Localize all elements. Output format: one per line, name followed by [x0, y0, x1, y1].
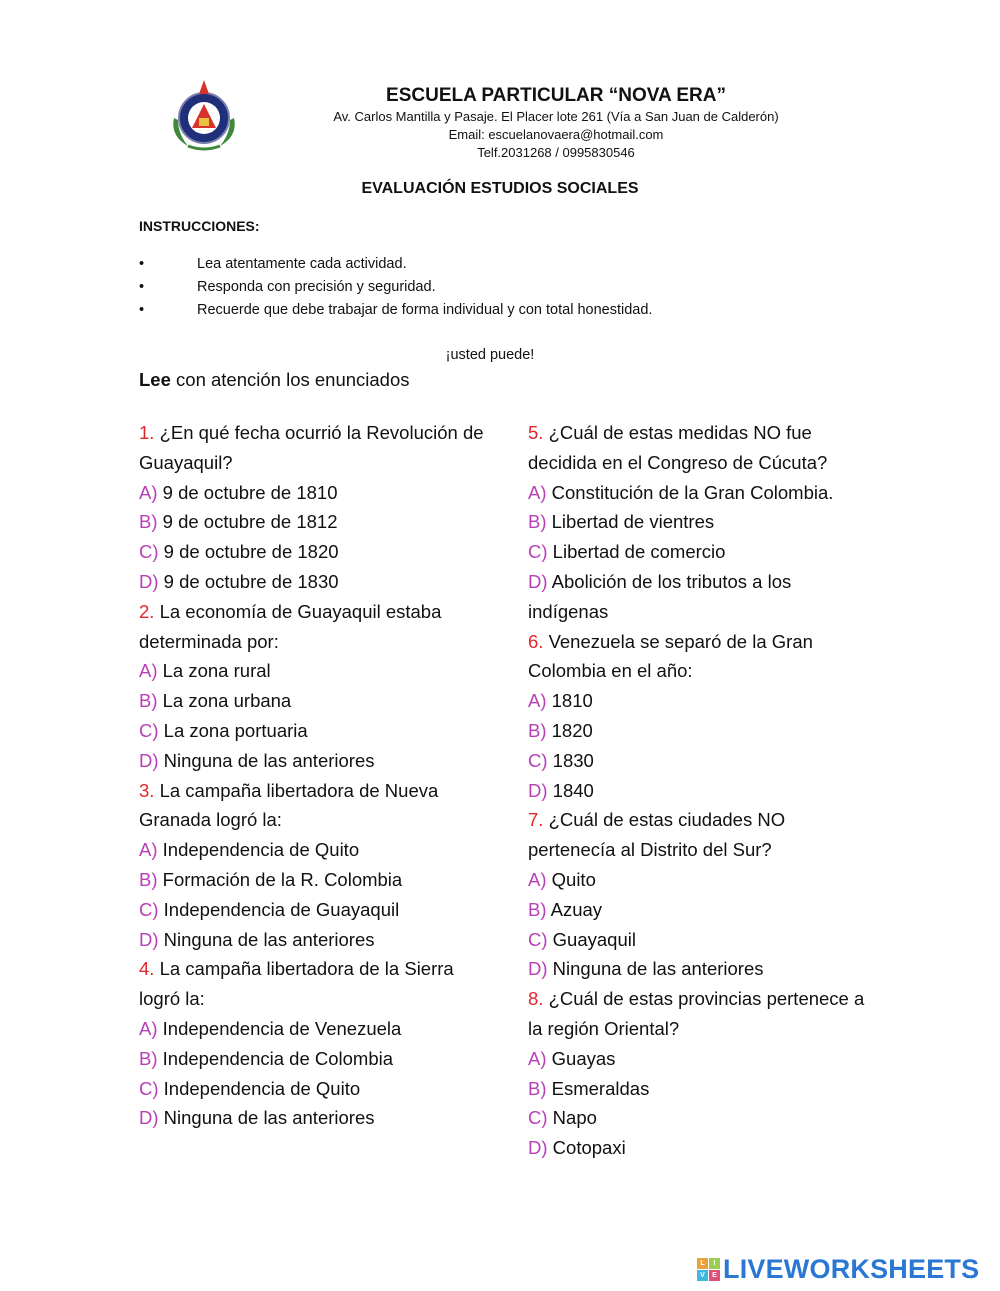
answer-option[interactable]: A) La zona rural — [139, 660, 271, 682]
school-name: ESCUELA PARTICULAR “NOVA ERA” — [386, 85, 726, 106]
answer-option[interactable]: D) Ninguna de las anteriores — [139, 749, 375, 771]
question-number: 2. — [139, 600, 155, 622]
questions-left-column — [139, 418, 489, 1133]
question-block — [528, 984, 873, 1163]
answer-option[interactable]: D) Cotopaxi — [528, 1137, 626, 1159]
question-block — [139, 954, 489, 1133]
answer-option[interactable]: A) 1810 — [528, 690, 593, 712]
bullet-icon: • — [139, 302, 145, 318]
question-text: 1. ¿En qué fecha ocurrió la Revolución de — [139, 422, 484, 443]
instructions-list — [139, 253, 652, 322]
answer-option[interactable]: B) Azuay — [528, 898, 603, 920]
answer-option[interactable]: B) 1820 — [528, 719, 593, 741]
question-number: 1. — [139, 422, 155, 443]
answer-option[interactable]: B) Formación de la R. Colombia — [139, 868, 403, 890]
encouragement-text: ¡usted puede! — [445, 347, 535, 363]
answer-option[interactable]: C) Independencia de Guayaquil — [139, 898, 400, 920]
instruction-item: • Recuerde que debe trabajar de forma individual y con total honestidad. — [139, 299, 652, 322]
answer-option[interactable]: D) Ninguna de las anteriores — [528, 958, 764, 980]
liveworksheets-logo — [697, 1252, 979, 1286]
school-email: Email: escuelanovaera@hotmail.com — [448, 127, 664, 142]
answer-option[interactable]: A) Quito — [528, 868, 596, 890]
answer-option[interactable]: C) La zona portuaria — [139, 719, 308, 741]
question-text: 2. La economía de Guayaquil estaba determinada por: — [139, 600, 442, 652]
question-block — [139, 418, 489, 597]
answer-option[interactable]: A) 9 de octubre de 1810 — [139, 481, 338, 503]
answer-option[interactable]: A) Independencia de Venezuela — [139, 1017, 402, 1039]
question-block — [139, 597, 489, 776]
answer-option[interactable]: D) 9 de octubre de 1830 — [139, 570, 339, 592]
question-text: 4. La campaña libertadora de la Sierra logró la: — [139, 958, 454, 1010]
question-number: 4. — [139, 958, 155, 980]
answer-option[interactable]: A) Guayas — [528, 1047, 616, 1069]
instructions-heading: INSTRUCCIONES: — [139, 218, 260, 234]
answer-option[interactable]: B) La zona urbana — [139, 690, 292, 712]
question-block — [139, 776, 489, 955]
question-number: 5. — [528, 422, 544, 443]
answer-option[interactable]: C) Napo — [528, 1107, 597, 1129]
answer-option[interactable]: D) Ninguna de las anteriores — [139, 1107, 375, 1129]
school-phone: Telf.2031268 / 0995830546 — [477, 145, 635, 160]
answer-option[interactable]: C) Guayaquil — [528, 928, 636, 950]
page-title: EVALUACIÓN ESTUDIOS SOCIALES — [361, 180, 639, 197]
school-header — [300, 84, 812, 162]
question-number: 7. — [528, 809, 544, 831]
answer-option[interactable]: C) 9 de octubre de 1820 — [139, 541, 339, 563]
answer-option[interactable]: C) 1830 — [528, 749, 594, 771]
answer-option[interactable]: A) Constitución de la Gran Colombia. — [528, 481, 834, 503]
school-crest-icon — [168, 78, 240, 152]
question-text: 6. Venezuela se separó de la Gran Colombia en el año: — [528, 630, 813, 682]
question-number: 3. — [139, 779, 155, 801]
questions-right-column — [528, 418, 873, 1163]
liveworksheets-blocks-icon: L I V E — [697, 1258, 720, 1281]
answer-option[interactable]: A) Independencia de Quito — [139, 839, 360, 861]
bullet-icon: • — [139, 279, 145, 295]
liveworksheets-text: LIVEWORKSHEETS — [723, 1253, 980, 1284]
answer-option-continued: indígenas — [528, 600, 609, 622]
school-address: Av. Carlos Mantilla y Pasaje. El Placer lote 261 (Vía a San Juan de Calderón) — [333, 109, 779, 124]
answer-option[interactable]: D) 1840 — [528, 779, 594, 801]
answer-option[interactable]: C) Libertad de comercio — [528, 541, 726, 563]
question-block — [528, 418, 873, 627]
question-text-continued: Guayaquil? — [139, 451, 233, 473]
question-number: 8. — [528, 988, 544, 1010]
answer-option[interactable]: B) Esmeraldas — [528, 1077, 650, 1099]
answer-option[interactable]: C) Independencia de Quito — [139, 1077, 361, 1099]
question-block — [528, 627, 873, 806]
question-number: 6. — [528, 630, 544, 652]
instruction-item: • Lea atentamente cada actividad. — [139, 253, 652, 276]
bullet-icon: • — [139, 256, 145, 272]
question-text: 8. ¿Cuál de estas provincias pertenece a la región Oriental? — [528, 988, 865, 1039]
question-text: 5. ¿Cuál de estas medidas NO fue decidida en el Congreso de Cúcuta? — [528, 422, 828, 473]
lead-text: Lee con atención los enunciados — [139, 369, 410, 390]
question-text: 7. ¿Cuál de estas ciudades NO pertenecía al Distrito del Sur? — [528, 809, 786, 861]
instruction-item: • Responda con precisión y seguridad. — [139, 276, 652, 299]
answer-option[interactable]: B) 9 de octubre de 1812 — [139, 511, 338, 533]
question-text: 3. La campaña libertadora de Nueva Granada logró la: — [139, 779, 439, 831]
answer-option[interactable]: B) Independencia de Colombia — [139, 1047, 394, 1069]
answer-option[interactable]: D) Ninguna de las anteriores — [139, 928, 375, 950]
question-block — [528, 805, 873, 984]
answer-option[interactable]: B) Libertad de vientres — [528, 511, 715, 533]
answer-option[interactable]: D) Abolición de los tributos a los — [528, 570, 792, 592]
